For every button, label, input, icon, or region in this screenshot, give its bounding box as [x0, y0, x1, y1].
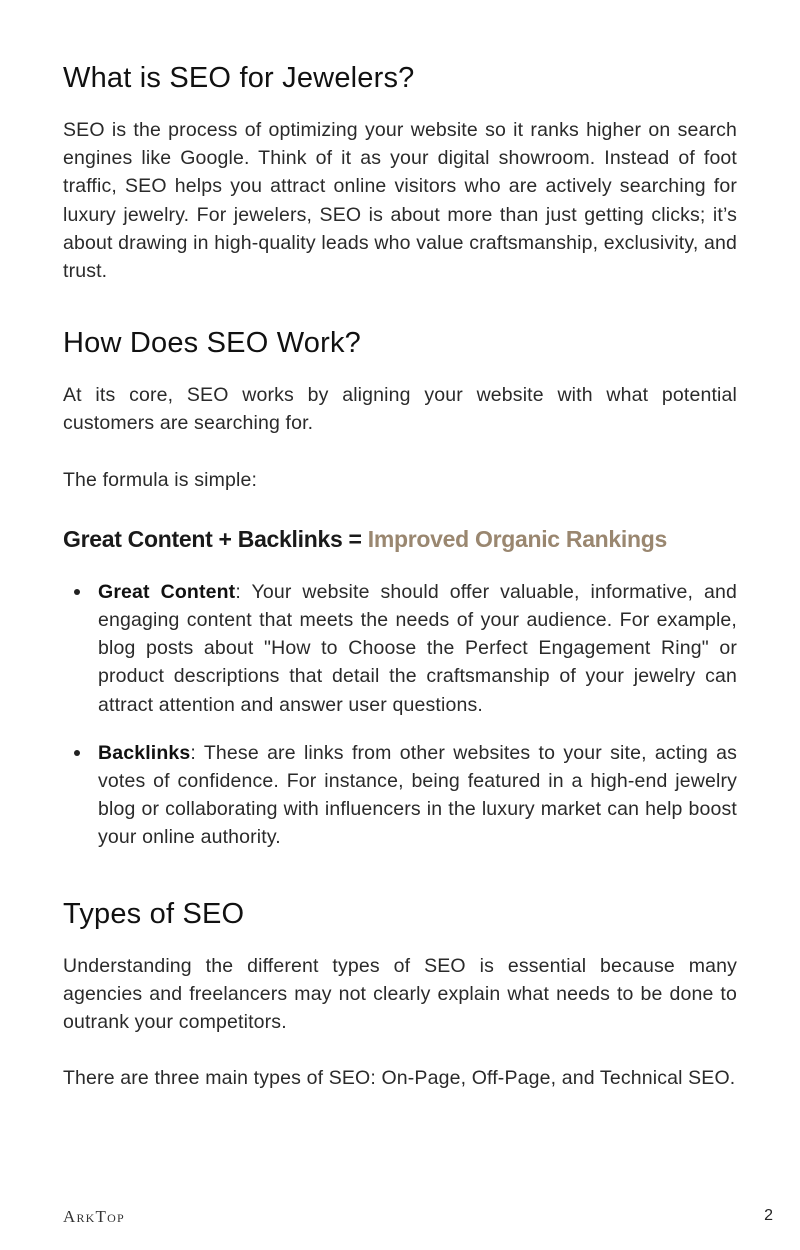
paragraph-types-intro: Understanding the different types of SEO is essential because many agencies and freelancers may not clearly explain what needs to be done to outrank your competitors. [63, 954, 737, 1034]
formula-result: Improved Organic Rankings [367, 525, 668, 552]
bullet-icon [74, 589, 80, 595]
formula-bullet-list [63, 578, 737, 852]
bullet-text: : These are links from other websites to your site, acting as votes of confidence. For instance, being featured in a high-end jewelry blog or collaborating with influencers in the luxury market can help boost your online authority. [98, 741, 737, 849]
page-number: 2 [764, 1207, 773, 1224]
bullet-term: Great Content [98, 580, 236, 603]
footer-brand-logo: ArkTop [63, 1207, 125, 1226]
seo-formula [63, 524, 737, 554]
list-item [98, 578, 737, 719]
bullet-term: Backlinks [98, 741, 191, 764]
paragraph-three-types: There are three main types of SEO: On-Page, Off-Page, and Technical SEO. [63, 1067, 736, 1090]
paragraph-seo-core: At its core, SEO works by aligning your website with what potential customers are searching for. [63, 384, 737, 435]
formula-left: Great Content + Backlinks = [63, 525, 368, 552]
document-page [63, 60, 737, 1092]
bullet-text: : Your website should offer valuable, informative, and engaging content that meets the needs of your audience. For example, blog posts about "How to Choose the Perfect Engagement Ring" or product descriptions that detail the craftsmanship of your jewelry can attract attention and answer user questions. [98, 580, 737, 716]
heading-seo-for-jewelers: What is SEO for Jewelers? [63, 62, 415, 94]
heading-how-seo-works: How Does SEO Work? [63, 327, 361, 360]
paragraph-formula-intro: The formula is simple: [63, 468, 258, 491]
list-item [98, 739, 737, 852]
bullet-icon [74, 750, 80, 756]
heading-types-of-seo: Types of SEO [63, 897, 245, 930]
paragraph-seo-definition: SEO is the process of optimizing your website so it ranks higher on search engines like Google. Think of it as your digital showroom. Instead of foot traffic, SEO helps you attract online visitors who are actively searching for luxury jewelry. For jewelers, SEO is about more than just getting clicks; it’s about drawing in high-quality leads who value craftsmanship, exclusivity, and trust. [63, 119, 737, 283]
